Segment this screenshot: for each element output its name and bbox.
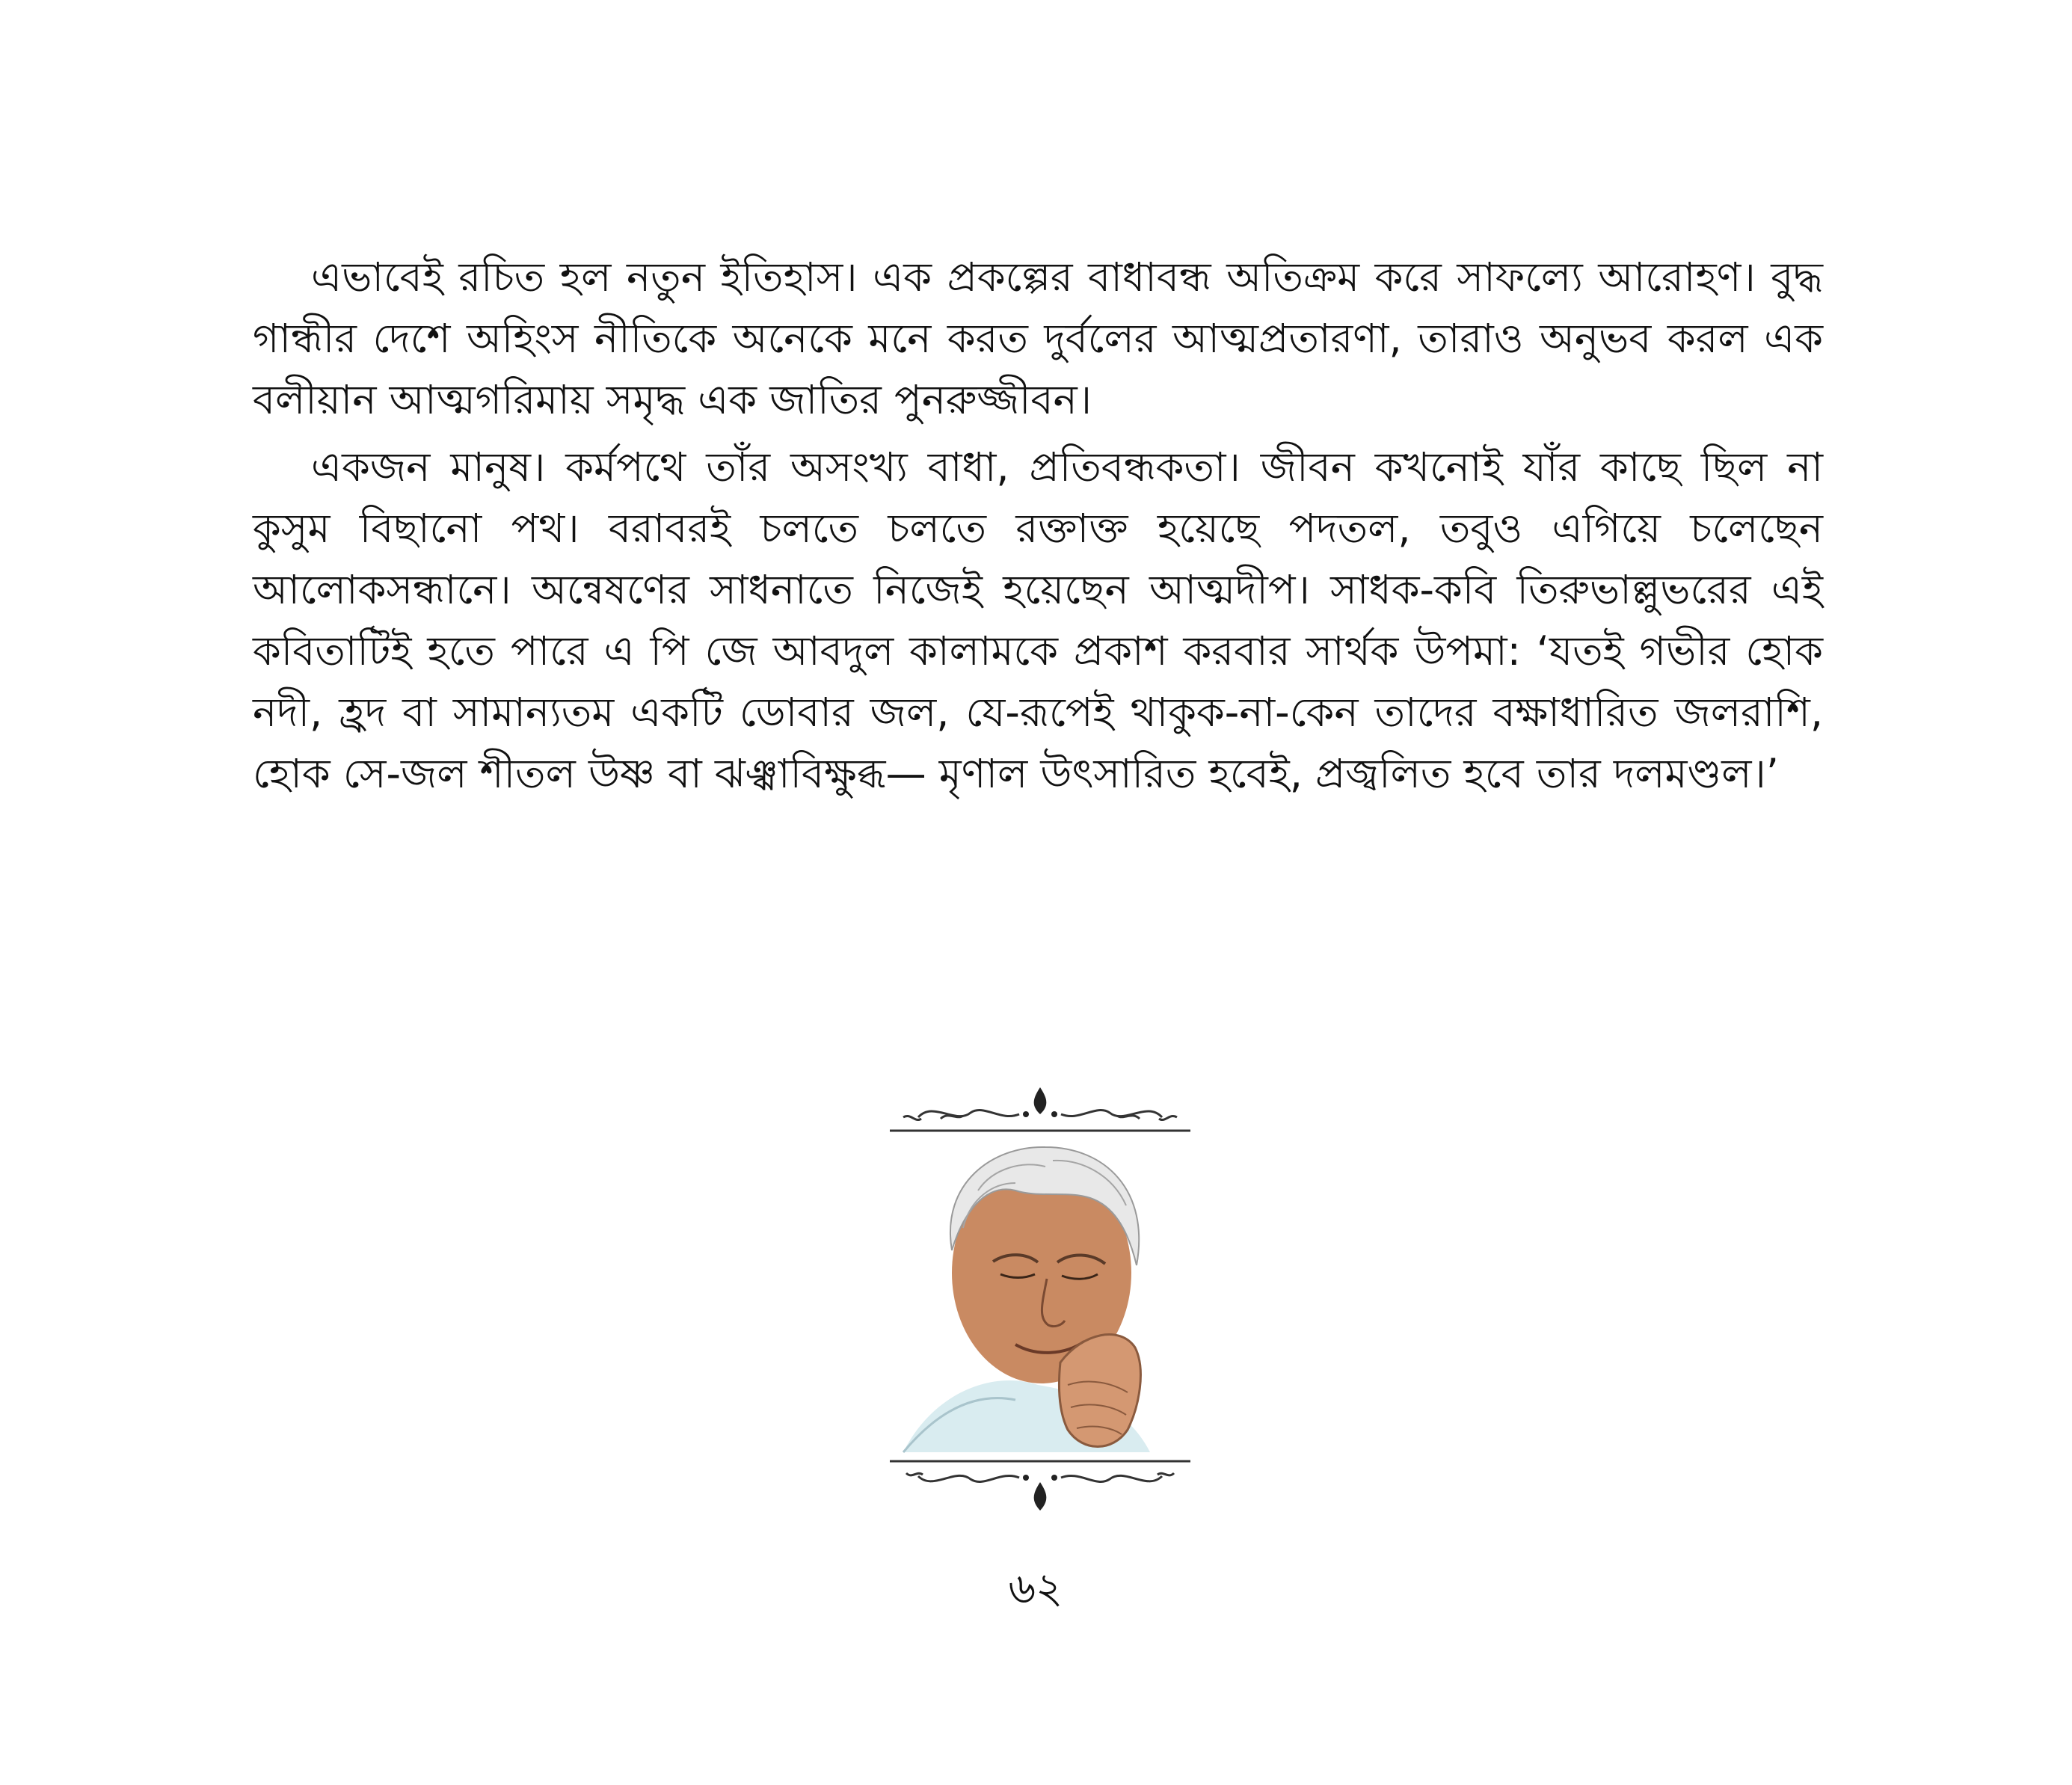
top-ornament-center <box>1023 1087 1057 1117</box>
bottom-ornament <box>906 1473 1174 1481</box>
vignette-svg <box>888 1078 1192 1515</box>
portrait-vignette <box>888 1078 1192 1515</box>
body-text <box>253 247 1823 805</box>
bottom-ornament-center <box>1023 1475 1057 1511</box>
paragraph-1: এভাবেই রচিত হল নতুন ইতিহাস। এক প্রকল্পের বাধাবন্ধ অতিক্রম করে সাফল্যে আরোহণ। বুদ্ধ গান্ধীর দেশে অহিংস নীতিকে অনেকে মনে করত দুর্বলের আত্মপ্রতারণা, তারাও অনুভব করল এক বলীয়ান আত্মগরিমায় সমৃদ্ধ এক জাতির পুনরুজ্জীবন। <box>253 254 1823 423</box>
paragraph-2: একজন মানুষ। কর্মপথে তাঁর অসংখ্য বাধা, প্রতিবন্ধকতা। জীবন কখনোই যাঁর কাছে ছিল না কুসুম বিছানো পথ। বরাবরই চলতে চলতে রক্তাক্ত হয়েছে পদতল, তবুও এগিয়ে চলেছেন আলোকসন্ধানে। অন্বেষণের সাধনাতে নিজেই হয়েছেন আত্মদীপ। সাধক-কবি তিরুভাল্লুভরের এই কবিতাটিই হতে পারে এ পি জে আবদুল কালামকে প্রকাশ করবার সার্থক উপমা: ‘যতই গভীর হোক নদী, হ্রদ বা সামান্যতম একটি ডোবার জল, যে-রূপেই থাকুক-না-কেন তাদের বক্ষাধারিত জলরাশি, হোক সে-জল শীতল উষ্ণ বা ঝঞ্ঝাবিক্ষুব্ধ— মৃণাল উৎসারিত হবেই, প্রজ্বলিত হবে তার দলমণ্ডল।’ <box>253 443 1823 797</box>
portrait-illustration <box>903 1147 1150 1452</box>
page-number: ৬২ <box>1008 1564 1063 1613</box>
